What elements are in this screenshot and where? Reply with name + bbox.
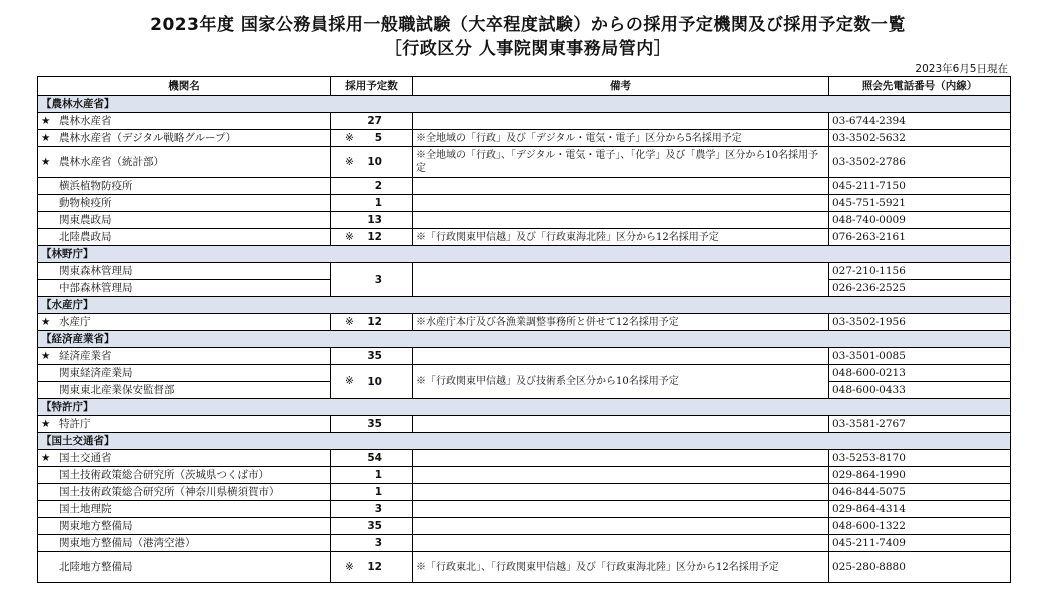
note-cell bbox=[413, 535, 829, 552]
note-cell bbox=[413, 263, 829, 297]
section-row-meti bbox=[38, 331, 1011, 348]
phone-cell: 048-600-0213 bbox=[829, 365, 1011, 382]
count-cell bbox=[331, 535, 413, 552]
note-cell bbox=[413, 501, 829, 518]
phone-cell: 03-3501-0085 bbox=[829, 348, 1011, 365]
note-cell bbox=[413, 195, 829, 212]
agency-cell bbox=[38, 280, 331, 297]
agency-name: 農林水産省（デジタル戦略グループ） bbox=[59, 132, 237, 144]
table-row bbox=[38, 212, 1011, 229]
phone-cell: 026-236-2525 bbox=[829, 280, 1011, 297]
agency-name: 関東森林管理局 bbox=[59, 265, 133, 277]
count-cell bbox=[331, 501, 413, 518]
star-mark: ★ bbox=[41, 350, 51, 362]
note-cell: ※水産庁本庁及び各漁業調整事務所と併せて12名採用予定 bbox=[413, 314, 829, 331]
phone-cell: 076-263-2161 bbox=[829, 229, 1011, 246]
count-value: 12 bbox=[367, 316, 382, 328]
header-count: 採用予定数 bbox=[331, 77, 413, 96]
agency-cell bbox=[38, 113, 331, 130]
header-note: 備考 bbox=[413, 77, 829, 96]
count-value: 35 bbox=[367, 350, 382, 362]
agency-name: 農林水産省（統計部） bbox=[59, 156, 164, 168]
agency-cell bbox=[38, 382, 331, 399]
agency-cell bbox=[38, 229, 331, 246]
phone-cell: 029-864-1990 bbox=[829, 467, 1011, 484]
count-cell bbox=[331, 147, 413, 178]
count-cell bbox=[331, 518, 413, 535]
note-mark: ※ bbox=[345, 156, 354, 168]
agency-name: 北陸地方整備局 bbox=[59, 561, 133, 573]
agency-name: 関東地方整備局（港湾空港） bbox=[59, 537, 196, 549]
count-cell bbox=[331, 348, 413, 365]
phone-cell: 03-3502-5632 bbox=[829, 130, 1011, 147]
agency-name: 横浜植物防疫所 bbox=[59, 180, 133, 192]
agency-cell bbox=[38, 195, 331, 212]
count-cell bbox=[331, 263, 413, 297]
star-mark: ★ bbox=[41, 452, 51, 464]
note-cell bbox=[413, 484, 829, 501]
section-label: 【林野庁】 bbox=[38, 246, 1011, 263]
count-value: 1 bbox=[374, 486, 382, 498]
phone-cell: 029-864-4314 bbox=[829, 501, 1011, 518]
table-row bbox=[38, 467, 1011, 484]
count-cell bbox=[331, 416, 413, 433]
note-cell: ※全地域の「行政」、「デジタル・電気・電子」、「化学」及び「農学」区分から10名採用予定 bbox=[413, 147, 829, 178]
header-agency: 機関名 bbox=[38, 77, 331, 96]
star-mark: ★ bbox=[41, 115, 51, 127]
agency-name: 経済産業省 bbox=[59, 350, 112, 362]
note-cell bbox=[413, 113, 829, 130]
phone-cell: 025-280-8880 bbox=[829, 552, 1011, 583]
count-value: 35 bbox=[367, 418, 382, 430]
section-label: 【水産庁】 bbox=[38, 297, 1011, 314]
phone-cell: 048-600-0433 bbox=[829, 382, 1011, 399]
table-row bbox=[38, 450, 1011, 467]
note-mark: ※ bbox=[345, 132, 354, 144]
count-cell bbox=[331, 365, 413, 399]
count-value: 3 bbox=[374, 537, 382, 549]
section-row-fisheries bbox=[38, 297, 1011, 314]
section-row-jpo bbox=[38, 399, 1011, 416]
agency-name: 中部森林管理局 bbox=[59, 282, 133, 294]
agency-cell bbox=[38, 314, 331, 331]
count-value: 2 bbox=[374, 180, 382, 192]
count-cell bbox=[331, 467, 413, 484]
agency-name: 関東東北産業保安監督部 bbox=[59, 384, 175, 396]
agency-name: 関東農政局 bbox=[59, 214, 112, 226]
count-cell bbox=[331, 484, 413, 501]
agency-cell bbox=[38, 263, 331, 280]
count-cell bbox=[331, 450, 413, 467]
table-row bbox=[38, 178, 1011, 195]
agency-cell bbox=[38, 552, 331, 583]
phone-cell: 048-740-0009 bbox=[829, 212, 1011, 229]
count-value: 12 bbox=[367, 231, 382, 243]
phone-cell: 03-3502-1956 bbox=[829, 314, 1011, 331]
agency-name: 国土技術政策総合研究所（神奈川県横須賀市） bbox=[59, 486, 280, 498]
note-cell: ※「行政関東甲信越」及び「行政東海北陸」区分から12名採用予定 bbox=[413, 229, 829, 246]
table-row bbox=[38, 229, 1011, 246]
count-value: 3 bbox=[374, 503, 382, 515]
count-value: 27 bbox=[367, 115, 382, 127]
count-value: 10 bbox=[367, 156, 382, 168]
agency-name: 国土技術政策総合研究所（茨城県つくば市） bbox=[59, 469, 269, 481]
table-row bbox=[38, 113, 1011, 130]
table-row bbox=[38, 348, 1011, 365]
agency-name: 国土地理院 bbox=[59, 503, 112, 515]
agency-name: 北陸農政局 bbox=[59, 231, 112, 243]
recruitment-table bbox=[37, 76, 1011, 583]
note-cell: ※「行政関東甲信越」及び技術系全区分から10名採用予定 bbox=[413, 365, 829, 399]
agency-cell bbox=[38, 484, 331, 501]
agency-cell bbox=[38, 147, 331, 178]
agency-cell bbox=[38, 178, 331, 195]
count-value: 3 bbox=[374, 273, 382, 286]
note-mark: ※ bbox=[345, 316, 354, 328]
table-row bbox=[38, 314, 1011, 331]
count-value: 10 bbox=[367, 375, 382, 388]
header-phone: 照会先電話番号（内線） bbox=[829, 77, 1011, 96]
count-cell bbox=[331, 212, 413, 229]
section-row-mlit bbox=[38, 433, 1011, 450]
star-mark: ★ bbox=[41, 316, 51, 328]
phone-cell: 03-5253-8170 bbox=[829, 450, 1011, 467]
section-label: 【特許庁】 bbox=[38, 399, 1011, 416]
count-cell bbox=[331, 229, 413, 246]
note-cell: ※「行政東北」、「行政関東甲信越」及び「行政東海北陸」区分から12名採用予定 bbox=[413, 552, 829, 583]
note-cell bbox=[413, 467, 829, 484]
phone-cell: 03-6744-2394 bbox=[829, 113, 1011, 130]
agency-name: 特許庁 bbox=[59, 418, 91, 430]
section-label: 【国土交通省】 bbox=[38, 433, 1011, 450]
table-row bbox=[38, 365, 1011, 382]
count-cell bbox=[331, 130, 413, 147]
agency-cell bbox=[38, 416, 331, 433]
count-cell bbox=[331, 195, 413, 212]
note-mark: ※ bbox=[345, 375, 354, 387]
note-mark: ※ bbox=[345, 561, 354, 573]
phone-cell: 045-751-5921 bbox=[829, 195, 1011, 212]
table-row bbox=[38, 552, 1011, 583]
star-mark: ★ bbox=[41, 132, 51, 144]
document-subtitle: ［行政区分 人事院関東事務局管内］ bbox=[384, 39, 672, 59]
star-mark: ★ bbox=[41, 418, 51, 430]
agency-cell bbox=[38, 501, 331, 518]
table-row bbox=[38, 263, 1011, 280]
count-value: 54 bbox=[367, 452, 382, 464]
note-cell bbox=[413, 518, 829, 535]
count-value: 12 bbox=[367, 561, 382, 573]
phone-cell: 045-211-7150 bbox=[829, 178, 1011, 195]
agency-cell bbox=[38, 348, 331, 365]
count-value: 1 bbox=[374, 197, 382, 209]
note-cell bbox=[413, 178, 829, 195]
phone-cell: 048-600-1322 bbox=[829, 518, 1011, 535]
phone-cell: 03-3581-2767 bbox=[829, 416, 1011, 433]
note-mark: ※ bbox=[345, 231, 354, 243]
note-cell bbox=[413, 450, 829, 467]
as-of-date: 2023年6月5日現在 bbox=[915, 63, 1008, 75]
count-cell bbox=[331, 552, 413, 583]
table-row bbox=[38, 484, 1011, 501]
agency-name: 水産庁 bbox=[59, 316, 91, 328]
count-cell bbox=[331, 113, 413, 130]
agency-name: 動物検疫所 bbox=[59, 197, 112, 209]
phone-cell: 046-844-5075 bbox=[829, 484, 1011, 501]
agency-cell bbox=[38, 365, 331, 382]
agency-cell bbox=[38, 518, 331, 535]
section-label: 【経済産業省】 bbox=[38, 331, 1011, 348]
agency-cell bbox=[38, 450, 331, 467]
agency-name: 関東地方整備局 bbox=[59, 520, 133, 532]
count-cell bbox=[331, 314, 413, 331]
agency-cell bbox=[38, 212, 331, 229]
count-value: 13 bbox=[367, 214, 382, 226]
note-cell: ※全地域の「行政」及び「デジタル・電気・電子」区分から5名採用予定 bbox=[413, 130, 829, 147]
agency-cell bbox=[38, 535, 331, 552]
table-row bbox=[38, 147, 1011, 178]
table-header-row bbox=[38, 77, 1011, 96]
phone-cell: 045-211-7409 bbox=[829, 535, 1011, 552]
count-value: 1 bbox=[374, 469, 382, 481]
agency-name: 国土交通省 bbox=[59, 452, 112, 464]
phone-cell: 027-210-1156 bbox=[829, 263, 1011, 280]
note-cell bbox=[413, 416, 829, 433]
table-row bbox=[38, 501, 1011, 518]
count-value: 35 bbox=[367, 520, 382, 532]
phone-cell: 03-3502-2786 bbox=[829, 147, 1011, 178]
count-cell bbox=[331, 178, 413, 195]
section-row-forestry bbox=[38, 246, 1011, 263]
section-row-maff bbox=[38, 96, 1011, 113]
star-mark: ★ bbox=[41, 156, 51, 168]
note-cell bbox=[413, 212, 829, 229]
table-row bbox=[38, 535, 1011, 552]
section-label: 【農林水産省】 bbox=[38, 96, 1011, 113]
agency-cell bbox=[38, 467, 331, 484]
table-row bbox=[38, 195, 1011, 212]
agency-name: 農林水産省 bbox=[59, 115, 112, 127]
agency-name: 関東経済産業局 bbox=[59, 367, 133, 379]
table-row bbox=[38, 130, 1011, 147]
document-title: 2023年度 国家公務員採用一般職試験（大卒程度試験）からの採用予定機関及び採用予定数一覧 bbox=[150, 15, 906, 35]
table-row bbox=[38, 518, 1011, 535]
agency-cell bbox=[38, 130, 331, 147]
count-value: 5 bbox=[374, 132, 382, 144]
table-row bbox=[38, 416, 1011, 433]
note-cell bbox=[413, 348, 829, 365]
